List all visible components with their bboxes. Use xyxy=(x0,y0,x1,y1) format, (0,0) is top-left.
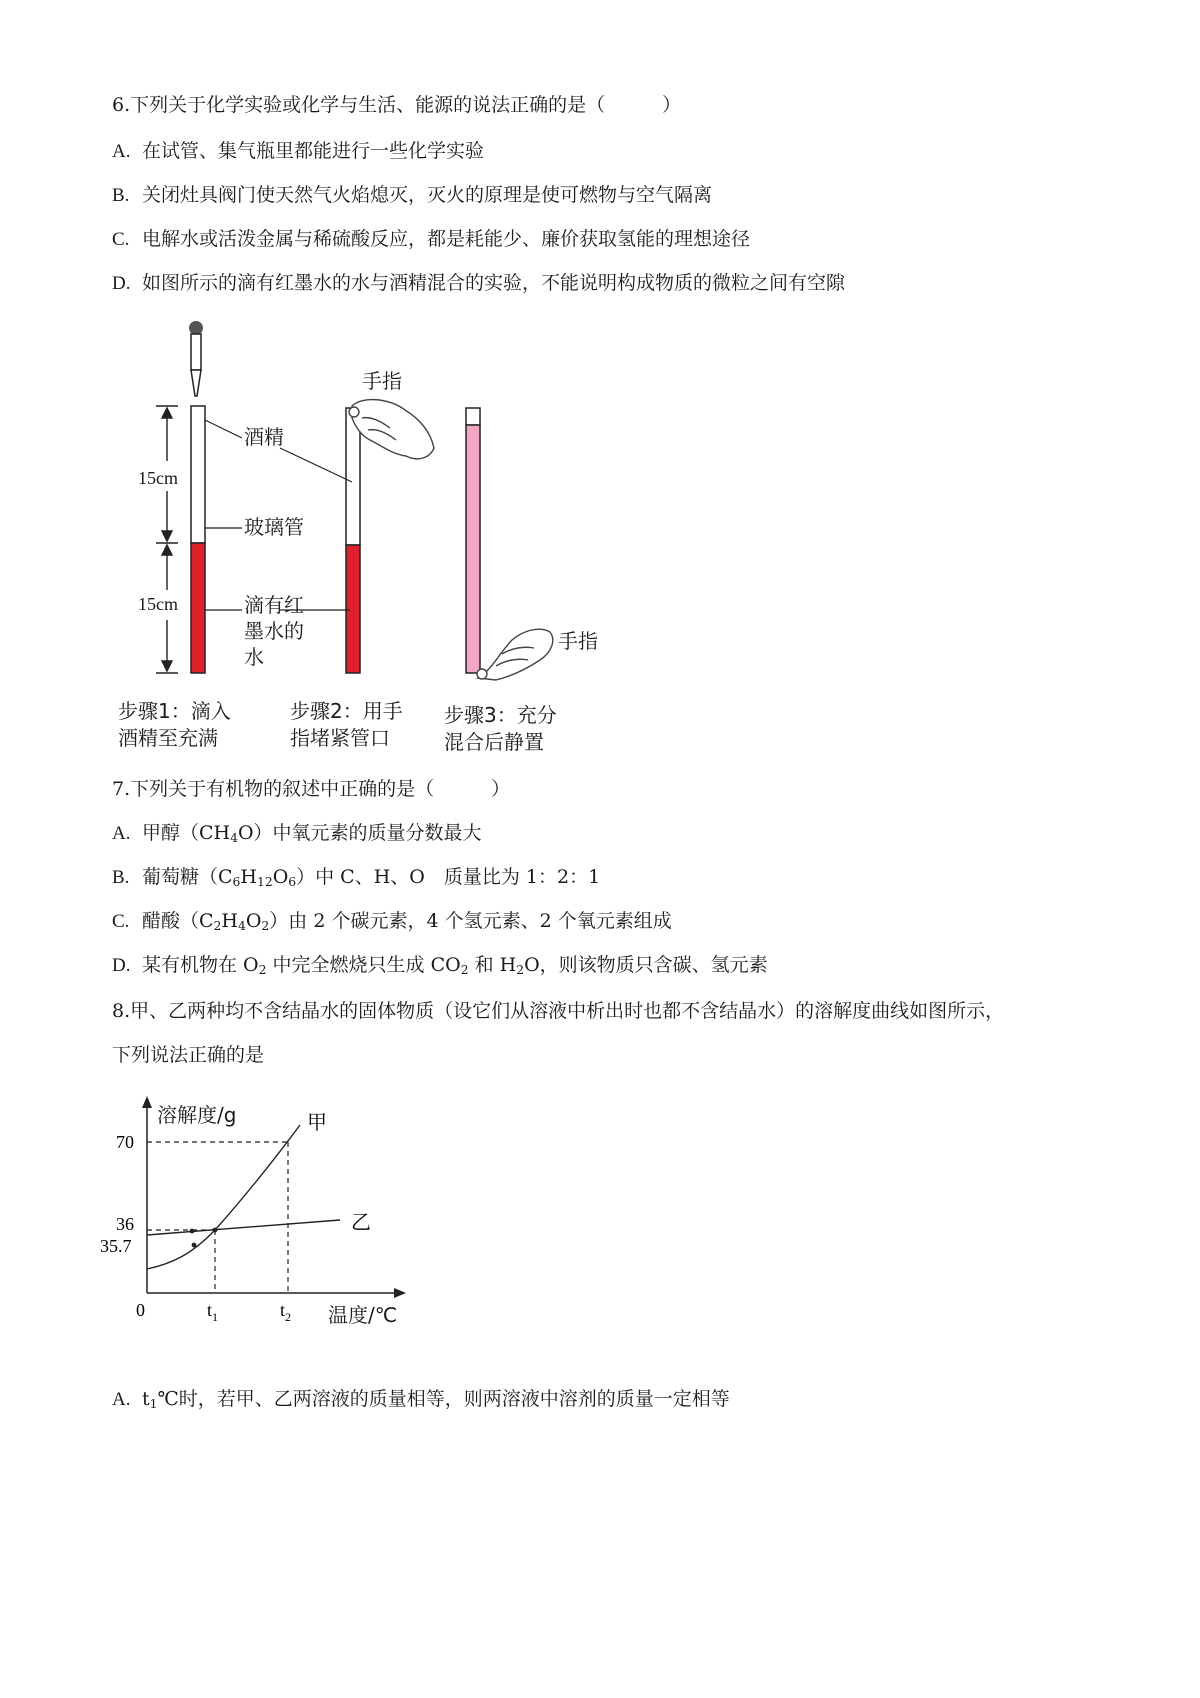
subscript: 2 xyxy=(258,963,267,978)
subscript: 4 xyxy=(237,919,246,934)
dropper-icon xyxy=(189,321,203,396)
option-tag: C. xyxy=(112,229,130,250)
subscript: 2 xyxy=(460,963,469,978)
x-tick-label: 0 xyxy=(136,1300,145,1320)
dimension-label-top: 15cm xyxy=(138,468,178,488)
option-text-pre: 某有机物在 O xyxy=(142,954,259,976)
option-text-pre: 葡萄糖（C xyxy=(142,866,233,888)
dimension-label-bottom: 15cm xyxy=(138,594,178,614)
subscript: 6 xyxy=(288,875,297,890)
y-tick-label: 35.7 xyxy=(100,1236,132,1256)
y-tick-label: 36 xyxy=(116,1214,134,1234)
label-glass-tube: 玻璃管 xyxy=(244,515,304,539)
label-finger-top: 手指 xyxy=(362,369,402,393)
step2-caption-line1: 步骤2：用手 xyxy=(290,699,403,723)
option-text-pre: 甲醇（CH xyxy=(142,822,231,844)
option-text: 关闭灶具阀门使天然气火焰熄灭，灭火的原理是使可燃物与空气隔离 xyxy=(142,184,713,206)
option-text-post: ）中 C、H、O 质量比为 1：2：1 xyxy=(296,866,601,888)
q7-option-c xyxy=(112,908,672,935)
data-point xyxy=(190,1229,195,1234)
option-text: 如图所示的滴有红墨水的水与酒精混合的实验，不能说明构成物质的微粒之间有空隙 xyxy=(142,272,846,294)
option-text-pre: 醋酸（C xyxy=(142,910,214,932)
label-red-water-1: 滴有红 xyxy=(244,593,304,617)
label-red-water-3: 水 xyxy=(244,645,264,669)
option-text: 在试管、集气瓶里都能进行一些化学实验 xyxy=(142,140,485,162)
q6-option-d xyxy=(112,270,845,297)
step1-caption-line1: 步骤1：滴入 xyxy=(118,699,231,723)
label-alcohol: 酒精 xyxy=(244,425,284,449)
q8-stem-line1: 8.甲、乙两种均不含结晶水的固体物质（设它们从溶液中析出时也都不含结晶水）的溶解度曲线如图所示， xyxy=(112,1000,1005,1022)
series-label-jia: 甲 xyxy=(307,1110,327,1134)
option-text-post: ℃时，若甲、乙两溶液的质量相等，则两溶液中溶剂的质量一定相等 xyxy=(157,1388,730,1410)
y-tick-label: 70 xyxy=(116,1132,134,1152)
tube-step3 xyxy=(466,408,480,673)
hand-top-icon xyxy=(349,400,434,459)
q8-stem-line2: 下列说法正确的是 xyxy=(112,1044,265,1066)
tube-step2 xyxy=(346,408,360,673)
subscript: 6 xyxy=(232,875,241,890)
q6-option-a xyxy=(112,138,484,165)
step1-caption-line2: 酒精至充满 xyxy=(118,726,218,750)
option-text-mid: O xyxy=(272,866,289,888)
x-tick-label: $t_1$ xyxy=(207,1300,219,1324)
series-yi-line xyxy=(147,1220,340,1235)
data-point xyxy=(213,1228,218,1233)
option-text-post: O）中氧元素的质量分数最大 xyxy=(237,822,482,844)
option-tag: D. xyxy=(112,955,131,976)
dimension-lines xyxy=(156,406,178,673)
data-point xyxy=(192,1243,197,1248)
subscript: 1 xyxy=(149,1397,158,1412)
y-axis-label: 溶解度/g xyxy=(157,1103,237,1127)
option-text-mid: H xyxy=(240,866,257,888)
option-tag: A. xyxy=(112,141,131,162)
x-tick-label: $t_2$ xyxy=(280,1300,292,1324)
label-red-water-2: 墨水的 xyxy=(244,619,304,643)
option-text: 电解水或活泼金属与稀硫酸反应，都是耗能少、廉价获取氢能的理想途径 xyxy=(142,228,751,250)
subscript: 2 xyxy=(213,919,222,934)
q7-stem: 7.下列关于有机物的叙述中正确的是（ ） xyxy=(112,778,511,800)
subscript: 2 xyxy=(261,919,270,934)
q6-option-b xyxy=(112,182,712,209)
option-text-post: ）由 2 个碳元素，4 个氢元素、2 个氧元素组成 xyxy=(269,910,672,932)
mixing-experiment-figure xyxy=(100,318,660,758)
step3-caption-line1: 步骤3：充分 xyxy=(444,703,557,727)
q6-option-c xyxy=(112,226,750,253)
x-axis xyxy=(147,1288,406,1298)
option-text-mid: H xyxy=(221,910,238,932)
option-tag: B. xyxy=(112,867,130,888)
subscript: 4 xyxy=(230,831,238,846)
y-axis xyxy=(142,1096,152,1293)
option-text-mid: O xyxy=(245,910,262,932)
option-tag: B. xyxy=(112,185,130,206)
label-finger-bottom: 手指 xyxy=(558,629,598,653)
option-tag: C. xyxy=(112,911,130,932)
solubility-chart xyxy=(100,1080,440,1340)
option-tag: A. xyxy=(112,1389,131,1410)
option-tag: A. xyxy=(112,823,131,844)
option-text-mid: 中完全燃烧只生成 CO xyxy=(266,954,461,976)
subscript: 2 xyxy=(516,963,525,978)
series-label-yi: 乙 xyxy=(351,1210,371,1234)
series-jia-line xyxy=(147,1125,300,1269)
q8-option-a xyxy=(112,1386,730,1413)
tube-step1 xyxy=(191,406,205,673)
q7-option-b xyxy=(112,864,600,891)
q7-option-d xyxy=(112,952,768,979)
option-tag: D. xyxy=(112,273,131,294)
option-text-mid: 和 H xyxy=(468,954,517,976)
hand-bottom-icon xyxy=(477,629,553,680)
option-text-post: O，则该物质只含碳、氢元素 xyxy=(524,954,768,976)
subscript: 12 xyxy=(256,875,273,890)
q7-option-a xyxy=(112,820,482,847)
x-axis-label: 温度/℃ xyxy=(328,1303,398,1327)
step3-caption-line2: 混合后静置 xyxy=(444,730,544,754)
q6-stem: 6.下列关于化学实验或化学与生活、能源的说法正确的是（ ） xyxy=(112,94,682,116)
option-text-pre: t xyxy=(142,1388,150,1410)
step2-caption-line2: 指堵紧管口 xyxy=(290,726,390,750)
